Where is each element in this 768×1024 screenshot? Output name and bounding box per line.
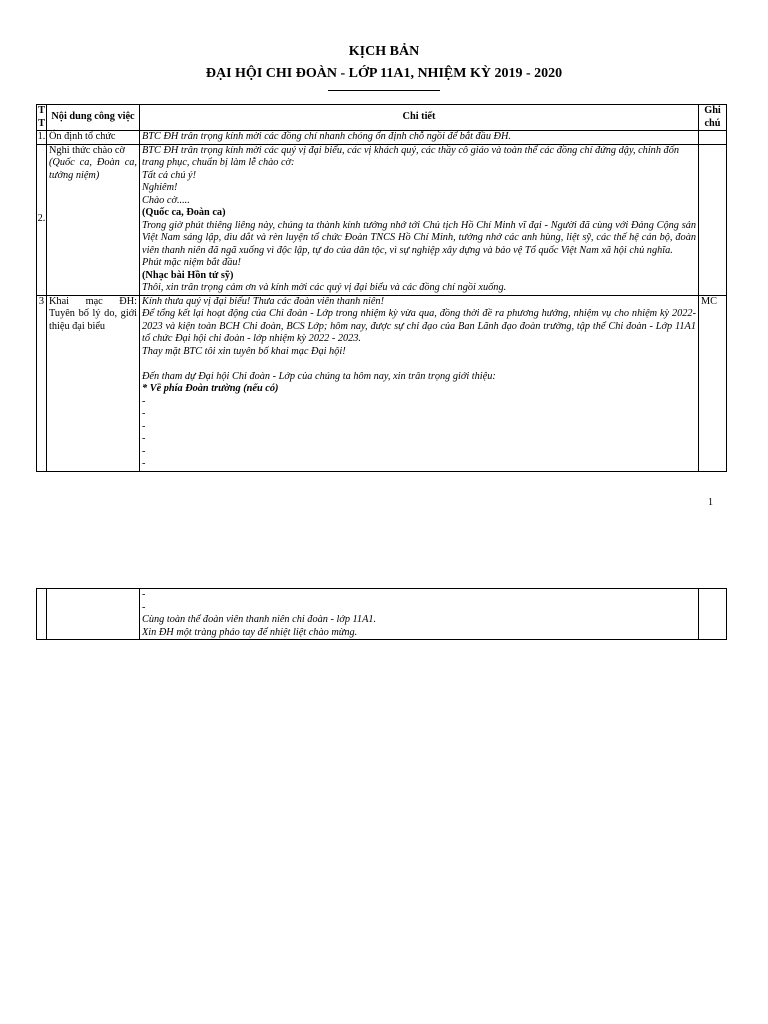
- row-2-tt: 2.: [37, 144, 47, 295]
- table-row: [37, 131, 727, 145]
- row-3-line: Đến tham dự Đại hội Chi đoàn - Lớp của chúng ta hôm nay, xin trân trọng giới thiệu:: [142, 370, 496, 382]
- row-2-ghi-chu: [699, 144, 727, 295]
- row-1-noi-dung: Ổn định tổ chức: [47, 131, 140, 145]
- row-3-noi-dung: Khai mạc ĐH: Tuyên bố lý do, giới thiệu đại biểu: [47, 295, 140, 471]
- cont-line: Xin ĐH một tràng pháo tay để nhiệt liệt chào mừng.: [142, 626, 358, 638]
- cont-dash: -: [142, 601, 146, 613]
- table-row: [37, 589, 727, 640]
- row-3-dash: -: [142, 420, 146, 432]
- row-2-noi-dung: [47, 144, 140, 295]
- row-2-noi-dung-sub: (Quốc ca, Đoàn ca, tưởng niệm): [49, 157, 137, 181]
- row-1-tt: 1.: [37, 131, 46, 142]
- table-row: [37, 295, 727, 471]
- document-title: KỊCH BẢN: [348, 44, 420, 59]
- header-ghi-chu: Ghi chú: [699, 105, 727, 131]
- row-2-line-bold: (Quốc ca, Đoàn ca): [142, 207, 226, 218]
- row-2-line: Phút mặc niệm bắt đầu!: [142, 257, 241, 268]
- row-3-line-bold: * Về phía Đoàn trường (nếu có): [142, 383, 279, 394]
- table-header-row: [37, 105, 727, 131]
- cont-dash: -: [142, 589, 146, 600]
- continuation-table: [36, 588, 727, 640]
- cont-noi-dung: [47, 589, 140, 640]
- row-3-line: Thay mặt BTC tôi xin tuyên bố khai mạc Đại hội!: [142, 345, 346, 357]
- row-3-chi-tiet: [140, 295, 699, 471]
- header-noi-dung: Nội dung công việc: [47, 105, 140, 131]
- row-1-line: BTC ĐH trân trọng kính mời các đồng chí nhanh chóng ổn định chỗ ngồi để bắt đầu ĐH.: [142, 131, 512, 142]
- row-3-dash: -: [142, 395, 146, 407]
- row-2-line: Chào cờ.....: [142, 194, 190, 206]
- document-subtitle: ĐẠI HỘI CHI ĐOÀN - LỚP 11A1, NHIỆM KỲ 2019 - 2020: [205, 66, 563, 81]
- row-1-chi-tiet: [140, 131, 699, 145]
- cont-tt: [37, 589, 47, 640]
- row-3-blank-line: [142, 358, 696, 371]
- header-chi-tiet: Chi tiết: [140, 105, 699, 131]
- row-2-noi-dung-main: Nghi thức chào cờ: [49, 144, 125, 156]
- cont-line: Cùng toàn thể đoàn viên thanh niên chi đoàn - lớp 11A1.: [142, 614, 377, 625]
- row-2-chi-tiet: [140, 144, 699, 295]
- row-3-dash: -: [142, 458, 146, 469]
- row-2-line: Trong giờ phút thiêng liêng này, chúng ta thành kính tưởng nhớ tới Chủ tịch Hồ Chí Minh vĩ đại - Người đã cùng với Đảng Cộng sản Việt Nam sáng lập, dìu dắt và rèn luyện tổ chức Đoàn TNCS Hồ Chí Minh, tưởng nhớ các anh hùng, liệt sỹ, các thế hệ cán bộ, đoàn viên thanh niên đã ngã xuống vì độc lập, tự do của dân tộc, vì sự nghiệp xây dựng và bảo vệ Tổ quốc Việt Nam xã hội chủ nghĩa.: [142, 219, 696, 256]
- row-3-ghi-chu: MC: [699, 295, 727, 471]
- header-tt: T T: [38, 105, 45, 129]
- table-row: [37, 144, 727, 295]
- row-3-dash: -: [142, 445, 146, 457]
- row-2-line: Thôi, xin trân trọng cảm ơn và kính mời các quý vị đại biểu và các đồng chí ngồi xuống.: [142, 282, 507, 293]
- script-table: [36, 104, 727, 472]
- row-3-line: Để tổng kết lại hoạt động của Chi đoàn - Lớp trong nhiệm kỳ vừa qua, đồng thời đề ra phương hướng, nhiệm vụ cho nhiệm kỳ 2022-2023 và kiện toàn BCH Chi đoàn, BCS Lớp; hôm nay, được sự chỉ đạo của Ban Lãnh đạo đoàn trường, tập thể Chi đoàn - Lớp 11A1 tổ chức Đại hội chi đoàn - lớp nhiệm kỳ 2022 - 2023.: [142, 308, 696, 344]
- page-number: 1: [708, 497, 713, 508]
- title-underline: [328, 90, 440, 91]
- row-2-line: Nghiêm!: [142, 182, 178, 193]
- row-3-dash: -: [142, 408, 146, 419]
- row-2-line: Tất cả chú ý!: [142, 169, 197, 181]
- row-3-line: Kính thưa quý vị đại biểu! Thưa các đoàn viên thanh niên!: [142, 295, 385, 307]
- cont-chi-tiet: [140, 589, 699, 640]
- row-3-dash: -: [142, 433, 146, 444]
- row-2-line-bold: (Nhạc bài Hồn tử sỹ): [142, 269, 234, 281]
- cont-ghi-chu: [699, 589, 727, 640]
- row-1-ghi-chu: [699, 131, 727, 145]
- row-3-tt: 3: [37, 295, 47, 471]
- row-2-line: BTC ĐH trân trọng kính mời các quý vị đại biểu, các vị khách quý, các thầy cô giáo và toàn thể các đồng chí đứng dậy, chỉnh đốn trang phục, chuẩn bị làm lễ chào cờ:: [142, 144, 679, 168]
